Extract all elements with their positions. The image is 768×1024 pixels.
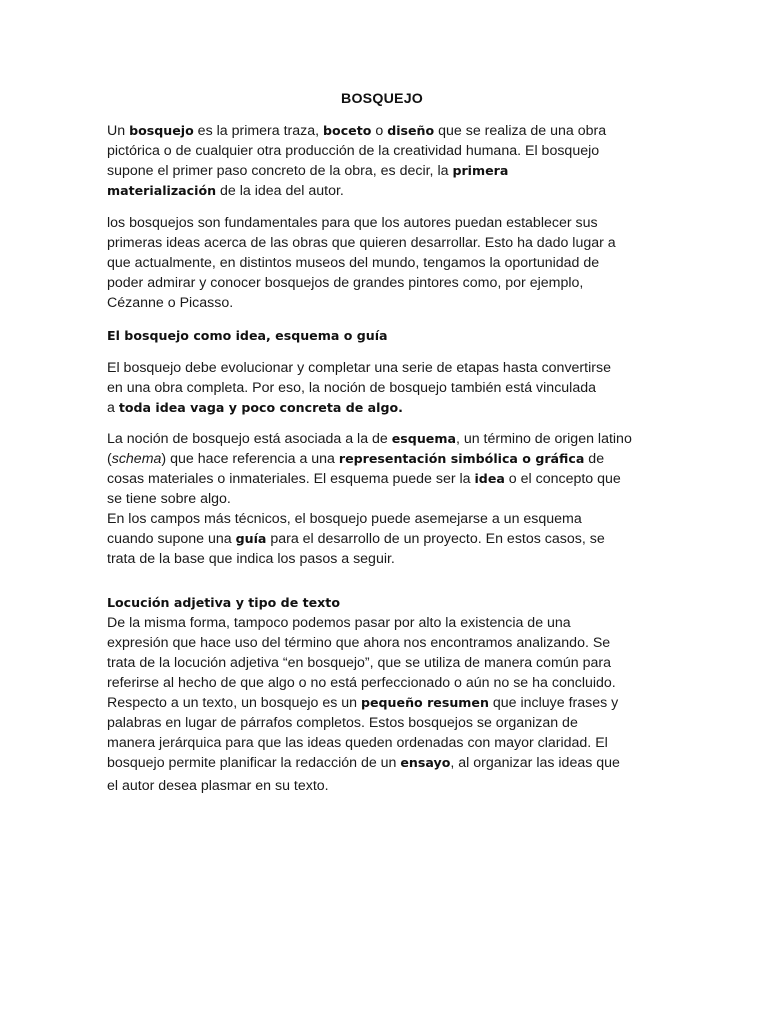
text-run: bosquejo permite planificar la redacción de un xyxy=(107,755,401,771)
text-run: o xyxy=(371,123,388,139)
text-run: , al organizar las ideas que xyxy=(450,755,620,771)
text-line xyxy=(107,181,667,201)
text-line: De la misma forma, tampoco podemos pasar por alto la existencia de una xyxy=(107,615,571,631)
document-title: BOSQUEJO xyxy=(341,91,424,107)
text-line: que actualmente, en distintos museos del mundo, tengamos la oportunidad de xyxy=(107,255,600,271)
text-run: ) que hace referencia a una xyxy=(161,451,339,467)
text-run: de la idea del autor. xyxy=(216,183,344,199)
text-run: , un término de origen latino xyxy=(455,431,632,447)
paragraph-importance xyxy=(107,213,667,313)
text-line xyxy=(107,398,667,418)
heading-text: El bosquejo como idea, esquema o guía xyxy=(107,328,388,343)
text-line: en una obra completa. Por eso, la noción de bosquejo también está vinculada xyxy=(107,380,597,396)
text-run: para el desarrollo de un proyecto. En estos casos, se xyxy=(266,531,605,547)
text-line: poder admirar y conocer bosquejos de grandes pintores como, por ejemplo, xyxy=(107,275,584,291)
paragraph-definition xyxy=(107,121,667,201)
text-line: se tiene sobre algo. xyxy=(107,491,231,507)
bold-term: bosquejo xyxy=(129,123,194,138)
text-line: referirse al hecho de que algo o no está perfeccionado o aún no se ha concluido. xyxy=(107,675,616,691)
text-line: pictórica o de cualquier otra producción de la creatividad humana. El bosquejo xyxy=(107,143,600,159)
text-line xyxy=(107,429,667,449)
text-run: es la primera traza, xyxy=(193,123,324,139)
bold-term: toda idea vaga y poco concreta de algo. xyxy=(118,400,403,415)
text-run: a xyxy=(107,400,119,416)
text-run: Un xyxy=(107,123,130,139)
text-line xyxy=(107,449,667,469)
heading-text: Locución adjetiva y tipo de texto xyxy=(107,595,340,610)
bold-term: ensayo xyxy=(400,755,451,770)
paragraph-locution xyxy=(107,613,667,796)
bold-term: representación simbólica o gráfica xyxy=(338,451,585,466)
text-run: cuando supone una xyxy=(107,531,236,547)
text-line: El bosquejo debe evolucionar y completar una serie de etapas hasta convertirse xyxy=(107,360,611,376)
text-line xyxy=(107,753,667,773)
text-line: primeras ideas acerca de las obras que quieren desarrollar. Esto ha dado lugar a xyxy=(107,235,616,251)
paragraph-evolution xyxy=(107,358,667,418)
section-heading xyxy=(107,593,667,613)
bold-term: pequeño resumen xyxy=(360,695,489,710)
text-line xyxy=(107,121,667,141)
bold-term: primera xyxy=(452,163,509,178)
text-run: o el concepto que xyxy=(504,471,621,487)
text-run: que se realiza de una obra xyxy=(434,123,607,139)
text-run: supone el primer paso concreto de la obra, es decir, la xyxy=(107,163,453,179)
bold-term: guía xyxy=(235,531,267,546)
text-line: manera jerárquica para que las ideas queden ordenadas con mayor claridad. El xyxy=(107,735,608,751)
text-line xyxy=(107,161,667,181)
text-line: trata de la locución adjetiva “en bosquejo”, que se utiliza de manera común para xyxy=(107,655,611,671)
text-run: que incluye frases y xyxy=(488,695,619,711)
text-line: expresión que hace uso del término que ahora nos encontramos analizando. Se xyxy=(107,635,611,651)
text-line: los bosquejos son fundamentales para que los autores puedan establecer sus xyxy=(107,215,598,231)
paragraph-schema xyxy=(107,429,667,569)
italic-term: schema xyxy=(111,451,162,467)
text-line: En los campos más técnicos, el bosquejo puede asemejarse a un esquema xyxy=(107,511,582,527)
bold-term: materialización xyxy=(107,183,217,198)
text-line: trata de la base que indica los pasos a seguir. xyxy=(107,551,395,567)
text-line xyxy=(107,529,667,549)
text-line xyxy=(107,469,667,489)
bold-term: idea xyxy=(474,471,505,486)
text-line: el autor desea plasmar en su texto. xyxy=(107,778,329,794)
section-heading xyxy=(107,326,667,346)
text-line: palabras en lugar de párrafos completos. Estos bosquejos se organizan de xyxy=(107,715,578,731)
bold-term: boceto xyxy=(323,123,372,138)
text-run: Respecto a un texto, un bosquejo es un xyxy=(107,695,361,711)
bold-term: esquema xyxy=(391,431,456,446)
text-run: de xyxy=(584,451,605,467)
text-run: cosas materiales o inmateriales. El esquema puede ser la xyxy=(107,471,475,487)
text-line xyxy=(107,693,667,713)
bold-term: diseño xyxy=(387,123,435,138)
text-line: Cézanne o Picasso. xyxy=(107,295,234,311)
text-run: ( xyxy=(107,451,112,467)
text-run: La noción de bosquejo está asociada a la de xyxy=(107,431,392,447)
